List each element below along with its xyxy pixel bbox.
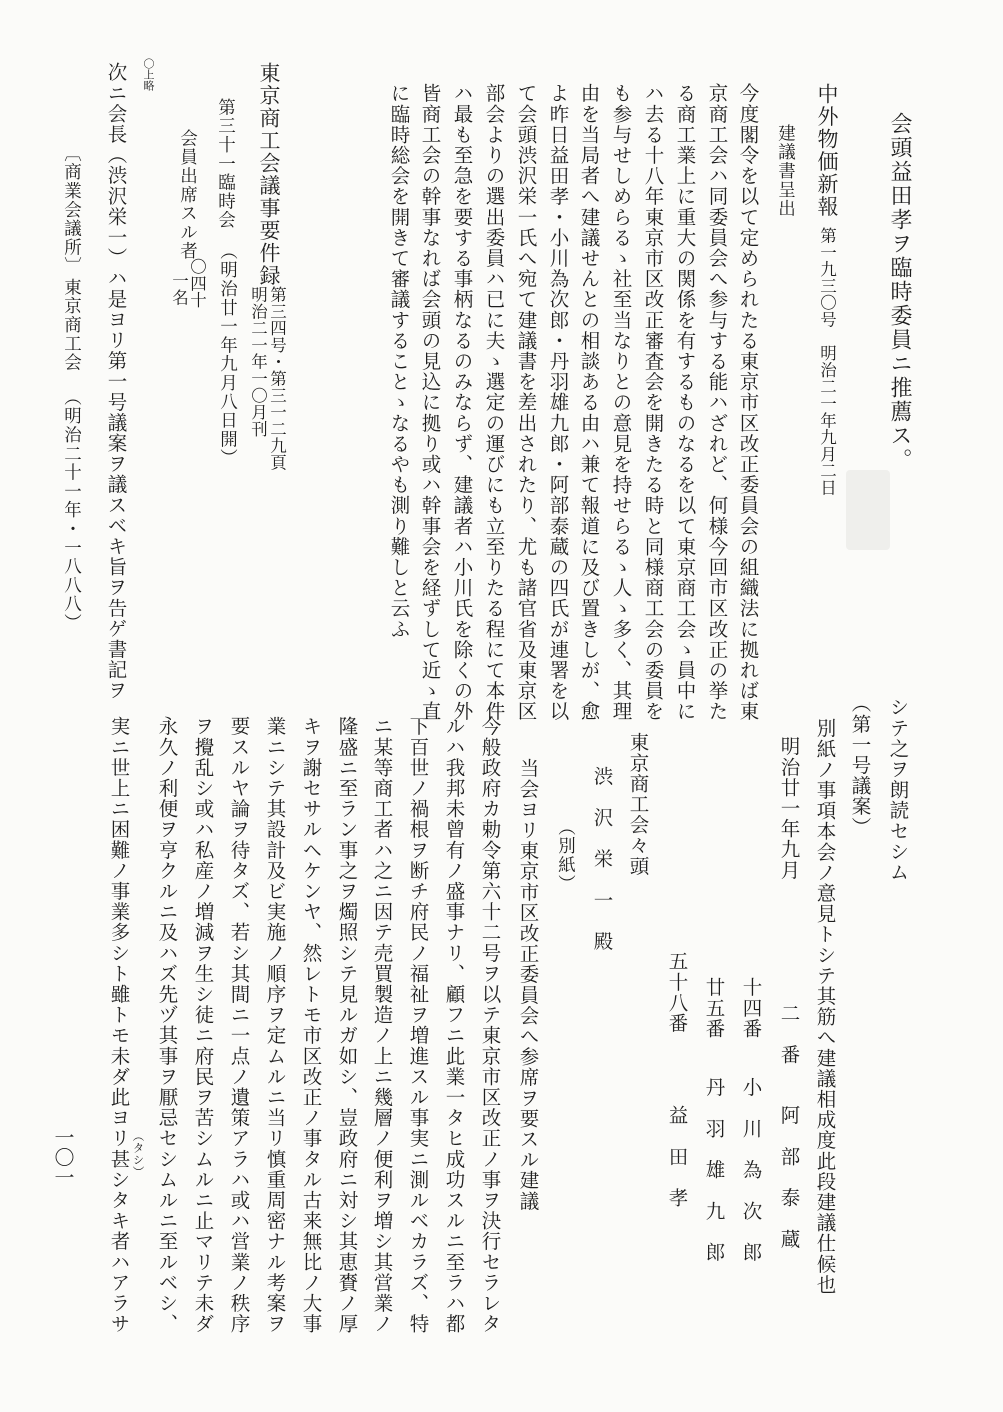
- footer-org: 東京商工会: [61, 278, 82, 372]
- attachment-label: （別紙）: [555, 818, 576, 894]
- article1-issue: 第一九三〇号 明治二一年九月二日: [817, 227, 837, 496]
- proposal-line: キヲ謝セサルヘケンヤ、然レトモ市区改正ノ事タル古来無比ノ大事: [299, 716, 323, 1334]
- article1-line: 由を当局者へ建議せんとの相談ある由ハ兼て報道に及び置きしが、愈: [577, 83, 601, 722]
- proposal-line: ニ某等商工者ハ之ニ因テ売買製造ノ上ニ幾層ノ便利ヲ増シ其営業ノ: [370, 716, 394, 1334]
- proposal-line: 実ニ世上ニ困難ノ事業多シト雖トモ未ダ此ヨリ甚シタキ者ハアラサ: [107, 716, 131, 1334]
- bill-number: （第一号議案）: [848, 693, 872, 838]
- article2-attendance-count: 〇四十: [187, 258, 207, 309]
- article1-line: 皆商工会の幹事なれば会頭の見込に拠り或ハ幹事会を経ずして近ゝ直: [418, 83, 442, 722]
- proposal-line: 隆盛ニ至ラン事之ヲ燭照シテ見ルガ如シ、豈政府ニ対シ其恵賚ノ厚: [335, 716, 359, 1334]
- page-title: 会頭益田孝ヲ臨時委員ニ推薦ス。: [887, 112, 912, 472]
- proposal-line: ルハ我邦未曾有ノ盛事ナリ、顧フニ此業一タヒ成功スルニ至ラハ都: [442, 716, 466, 1334]
- signer-name: 益 田 孝: [665, 1105, 689, 1208]
- footer-date: （明治二十一年・一八八八）: [61, 388, 82, 633]
- proposal-line: 要スルヤ論ヲ待タズ、若シ其間ニ一点ノ遺策アラハ或ハ営業ノ秩序: [227, 716, 251, 1334]
- bill-text: 別紙ノ事項本会ノ意見トシテ其筋へ建議相成度此段建議仕候也: [813, 718, 837, 1295]
- article1-line: る商工業上に重大の関係を有するものなるを以て東京商工会ゝ員中に: [673, 83, 697, 722]
- signer-number: 五十八番: [665, 951, 689, 1034]
- proposal-line: 永久ノ利便ヲ亨クルニ及ハズ先ヅ其事ヲ厭忌セシムルニ至ルベシ、: [155, 716, 179, 1334]
- article1-line: に臨時総会を開きて審議することゝなるやも測り難しと云ふ: [387, 83, 411, 640]
- signer-number: 十四番: [739, 977, 763, 1039]
- article2-source: 東京商工会議事要件録: [257, 62, 281, 287]
- signer-number: 廿五番: [702, 977, 726, 1039]
- article1-line: よ昨日益田孝・小川為次郎・丹羽雄九郎・阿部泰蔵の四氏が連署を以: [546, 83, 570, 722]
- bill-date: 明治廿一年九月: [777, 736, 801, 881]
- article2-attendance-count: 一名: [169, 272, 189, 306]
- article2-ref-line1: 第三四号・第三一二九頁: [267, 286, 287, 471]
- article1-line: 京商工会ハ同委員会へ参与する能ハざれど、何様今回市区改正の挙た: [705, 83, 729, 722]
- article2-attendance-label: 会員出席スル者: [177, 129, 198, 261]
- footer-source: 〔商業会議所〕: [61, 144, 82, 276]
- signer-number: 二 番: [777, 1003, 801, 1065]
- article2-main-line: 次ニ会長（渋沢栄一）ハ是ヨリ第一号議案ヲ議スベキ旨ヲ告ゲ書記ヲ: [104, 62, 128, 701]
- article1-line: ハ最も至急を要する事柄なるのみならず、建議者ハ小川氏を除くの外: [450, 83, 474, 722]
- article1-source: 中外物価新報: [815, 83, 839, 218]
- article1-line: 今度閣令を以て定められたる東京市区改正委員会の組織法に拠れば東: [736, 83, 760, 722]
- proposal-line: ヲ攪乱シ或ハ私産ノ増減ヲ生シ徒ニ府民ヲ苦シムルニ止マリテ未ダ: [191, 716, 215, 1334]
- page-number: 一〇一: [51, 1127, 75, 1187]
- ruby-annotation: （タシ）: [131, 1130, 146, 1178]
- signer-name: 小 川 為 次 郎: [739, 1077, 763, 1263]
- article2-ref-line2: 明治二一年一〇月刊: [248, 286, 268, 438]
- article2-date: （明治廿一年九月八日開）: [217, 242, 238, 468]
- addressee-name: 渋 沢 栄 一 殿: [590, 766, 614, 952]
- proposal-line: 今般政府カ勅令第六十二号ヲ以テ東京市区改正ノ事ヲ決行セラレタ: [478, 716, 502, 1334]
- addressee-org: 東京商工会々頭: [626, 732, 650, 877]
- signer-name: 阿 部 泰 蔵: [777, 1105, 801, 1250]
- article1-line: ハ去る十八年東京市区改正審査会を開きたる時と同様商工会の委員を: [641, 83, 665, 722]
- article2-meeting: 第三十一臨時会: [215, 98, 236, 230]
- proposal-title: 当会ヨリ東京市区改正委員会へ参席ヲ要スル建議: [516, 758, 540, 1212]
- proposal-line: 下百世ノ禍根ヲ断チ府民ノ福祉ヲ増進スル事実ニ測ルベカラズ、特: [406, 716, 430, 1334]
- proposal-line: 業ニシテ其設計及ビ実施ノ順序ヲ定ムルニ当リ慎重周密ナル考案ヲ: [263, 716, 287, 1334]
- lower-first-line: シテ之ヲ朗読セシム: [886, 697, 910, 883]
- article1-line: て会頭渋沢栄一氏へ宛て建議書を差出されたり、尤も諸官省及東京区: [514, 83, 538, 722]
- article1-line: 部会よりの選出委員ハ已に夫ゝ選定の運びにも立至りたる程にて本件: [482, 83, 506, 722]
- article1-heading: 建議書呈出: [775, 124, 796, 218]
- article1-line: も参与せしめらるゝ社至当なりとの意見を持せらるゝ人ゝ多く、其理: [609, 83, 633, 722]
- omission-mark: 〇上略: [142, 58, 155, 91]
- faint-bleed-mark: [846, 470, 890, 550]
- signer-name: 丹 羽 雄 九 郎: [702, 1077, 726, 1263]
